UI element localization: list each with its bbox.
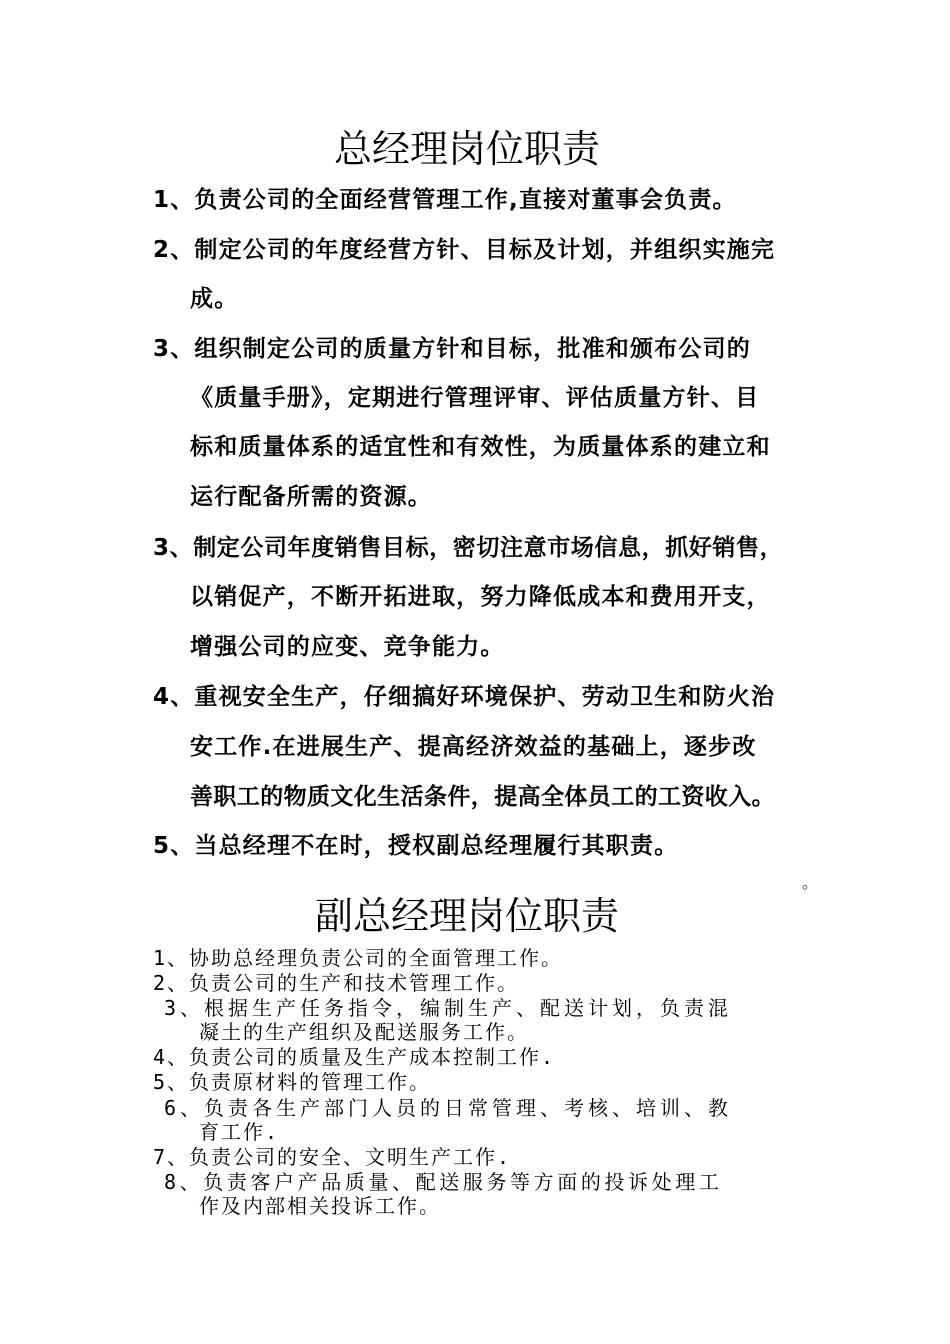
section2-line-4: 凝土的生产组织及配送服务工作。 bbox=[199, 1020, 529, 1044]
section1-line-1: 1、负责公司的全面经营管理工作,直接对董事会负责。 bbox=[153, 187, 737, 213]
section2-line-11: 作及内部相关投诉工作。 bbox=[199, 1194, 441, 1218]
section1-line-9: 以销促产，不断开拓进取，努力降低成本和费用开支， bbox=[190, 584, 771, 610]
section2-line-5: 4、负责公司的质量及生产成本控制工作. bbox=[153, 1045, 556, 1069]
section1-line-5: 《质量手册》，定期进行管理评审、评估质量方针、目 bbox=[190, 385, 760, 411]
section2-line-10: 8、负责客户产品质量、配送服务等方面的投诉处理工 bbox=[164, 1170, 723, 1194]
section2-line-9: 7、负责公司的安全、文明生产工作. bbox=[153, 1145, 512, 1169]
section1-line-12: 安工作.在进展生产、提高经济效益的基础上，逐步改 bbox=[190, 734, 757, 760]
section2-line-1: 1、协助总经理负责公司的全面管理工作。 bbox=[153, 946, 564, 970]
section1-line-6: 标和质量体系的适宜性和有效性，为质量体系的建立和 bbox=[190, 434, 771, 460]
section1-line-8: 3、制定公司年度销售目标，密切注意市场信息，抓好销售， bbox=[153, 535, 784, 561]
section1-line-4: 3、组织制定公司的质量方针和目标，批准和颁布公司的 bbox=[153, 336, 752, 362]
section1-line-14: 5、当总经理不在时，授权副总经理履行其职责。 bbox=[153, 833, 679, 859]
section2-line-6: 5、负责原材料的管理工作。 bbox=[153, 1070, 432, 1094]
section2-line-7: 6、负责各生产部门人员的日常管理、考核、培训、教 bbox=[164, 1096, 733, 1120]
section1-line-3: 成。 bbox=[190, 286, 239, 312]
section1-line-10: 增强公司的应变、竞争能力。 bbox=[190, 634, 505, 660]
section1-line-7: 运行配备所需的资源。 bbox=[190, 484, 432, 510]
section1-line-2: 2、制定公司的年度经营方针、目标及计划，并组织实施完 bbox=[153, 237, 776, 263]
section2-line-8: 育工作. bbox=[199, 1120, 280, 1144]
section2-line-3: 3、根据生产任务指令，编制生产、配送计划，负责混 bbox=[164, 996, 733, 1020]
section2-line-2: 2、负责公司的生产和技术管理工作。 bbox=[153, 971, 520, 995]
section2-title: 副总经理岗位职责 bbox=[314, 894, 619, 938]
section1-line-13: 善职工的物质文化生活条件，提高全体员工的工资收入。 bbox=[190, 784, 775, 810]
section1-title: 总经理岗位职责 bbox=[333, 127, 600, 171]
section1-line-11: 4、重视安全生产，仔细搞好环境保护、劳动卫生和防火治 bbox=[153, 684, 776, 710]
trailing-mark: 。 bbox=[802, 873, 819, 892]
